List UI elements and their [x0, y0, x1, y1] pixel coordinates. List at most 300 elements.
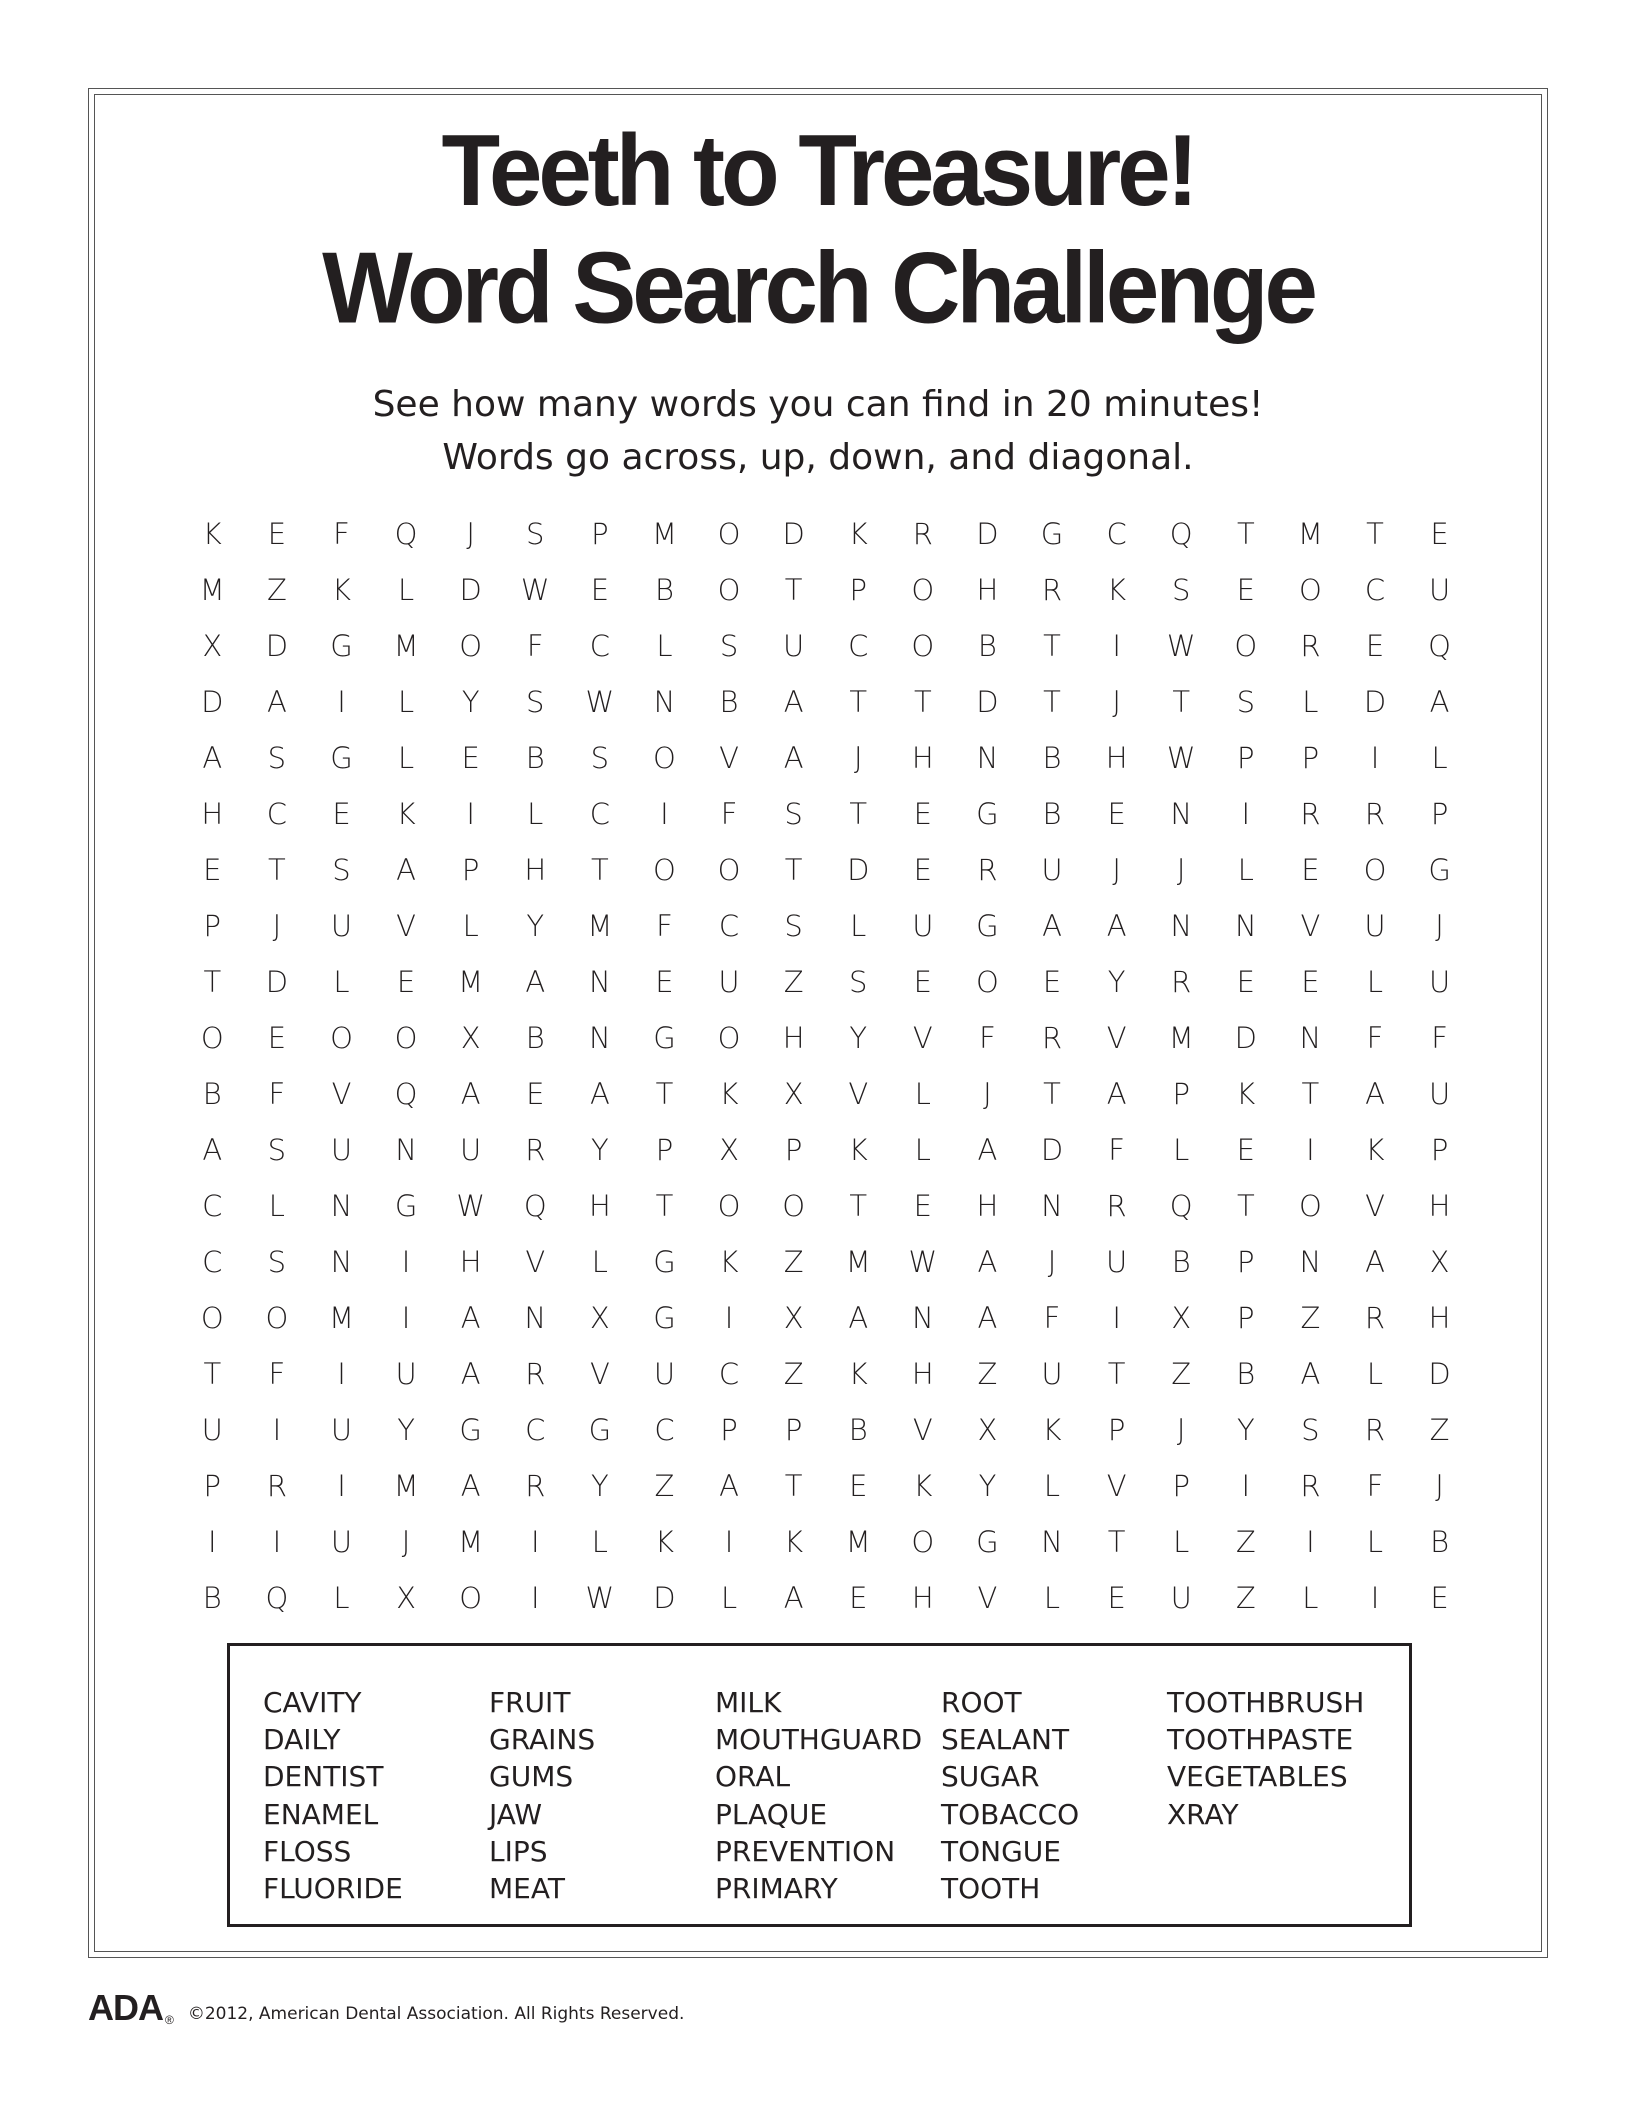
grid-letter: Y: [978, 1469, 997, 1503]
grid-letter: A: [202, 741, 223, 775]
grid-letter: S: [267, 1133, 287, 1167]
grid-letter: F: [979, 1021, 996, 1055]
grid-letter: A: [783, 685, 804, 719]
grid-letter: T: [1366, 517, 1384, 551]
grid-letter: L: [397, 573, 415, 607]
grid-letter: J: [1435, 1469, 1444, 1503]
grid-letter: P: [1237, 1245, 1255, 1279]
grid-letter: O: [717, 517, 741, 551]
word-list-item: GRAINS: [489, 1723, 596, 1757]
grid-letter: C: [654, 1413, 675, 1447]
grid-letter: Z: [1235, 1581, 1256, 1615]
grid-letter: X: [202, 629, 223, 663]
grid-letter: G: [459, 1413, 482, 1447]
grid-letter: I: [272, 1413, 282, 1447]
word-list-item: SUGAR: [941, 1760, 1040, 1794]
grid-letter: A: [460, 1077, 481, 1111]
grid-letter: Z: [1429, 1413, 1450, 1447]
grid-letter: P: [784, 1413, 803, 1447]
grid-letter: D: [847, 853, 870, 887]
word-list-item: FLOSS: [263, 1834, 352, 1868]
grid-letter: H: [201, 797, 224, 831]
grid-letter: G: [330, 741, 353, 775]
grid-letter: K: [848, 517, 868, 551]
grid-letter: F: [1043, 1301, 1061, 1335]
grid-letter: P: [1172, 1077, 1190, 1111]
grid-letter: F: [526, 629, 544, 663]
grid-letter: K: [654, 1525, 674, 1559]
grid-letter: K: [784, 1525, 804, 1559]
grid-letter: W: [520, 573, 550, 607]
grid-letter: H: [1105, 741, 1128, 775]
grid-letter: U: [1041, 1357, 1063, 1391]
grid-letter: A: [1365, 1077, 1385, 1111]
grid-letter: T: [1043, 685, 1061, 719]
grid-letter: L: [914, 1077, 931, 1111]
grid-letter: I: [1241, 797, 1251, 831]
word-list-item: MILK: [715, 1686, 782, 1719]
grid-letter: E: [1365, 629, 1385, 663]
grid-letter: C: [525, 1413, 546, 1447]
grid-letter: I: [337, 685, 346, 719]
grid-letter: E: [1430, 1581, 1449, 1615]
grid-letter: Z: [1171, 1357, 1192, 1391]
grid-letter: Y: [1236, 1413, 1255, 1447]
grid-letter: I: [401, 1301, 411, 1335]
grid-letter: P: [1107, 1413, 1126, 1447]
grid-letter: I: [401, 1245, 411, 1279]
word-list-item: PLAQUE: [715, 1797, 828, 1831]
grid-letter: B: [202, 1077, 222, 1111]
grid-letter: R: [1300, 629, 1321, 663]
grid-letter: S: [526, 685, 545, 719]
grid-letter: V: [589, 1357, 610, 1391]
grid-letter: O: [330, 1021, 353, 1055]
grid-letter: X: [460, 1021, 481, 1055]
grid-letter: E: [1107, 1581, 1126, 1615]
grid-letter: Y: [591, 1469, 609, 1503]
grid-letter: R: [912, 517, 933, 551]
grid-letter: O: [394, 1021, 418, 1055]
grid-letter: W: [585, 1581, 615, 1615]
grid-letter: A: [1300, 1357, 1321, 1391]
grid-letter: P: [784, 1133, 803, 1167]
grid-letter: Z: [783, 1245, 804, 1279]
grid-letter: N: [653, 685, 676, 719]
grid-letter: Q: [394, 1077, 418, 1111]
word-list-item: TONGUE: [941, 1834, 1061, 1868]
grid-letter: G: [588, 1413, 612, 1447]
grid-letter: B: [1042, 797, 1062, 831]
grid-letter: F: [1366, 1021, 1384, 1055]
grid-letter: B: [525, 1021, 545, 1055]
copyright-notice: ©2012, American Dental Association. All Rights Reserved.: [187, 2004, 685, 2024]
instructions: [94, 378, 1542, 484]
grid-letter: J: [1176, 1413, 1186, 1447]
grid-letter: Z: [1235, 1525, 1256, 1559]
registered-mark: ®: [165, 2013, 174, 2027]
word-list-item: ORAL: [715, 1760, 791, 1794]
grid-letter: R: [1300, 1469, 1321, 1503]
grid-letter: L: [1431, 741, 1448, 775]
grid-letter: P: [720, 1413, 738, 1447]
grid-letter: S: [332, 853, 351, 887]
grid-letter: F: [1366, 1469, 1384, 1503]
grid-letter: A: [848, 1301, 869, 1335]
grid-letter: A: [783, 741, 804, 775]
grid-letter: N: [589, 965, 611, 999]
grid-letter: U: [912, 909, 934, 943]
grid-letter: I: [530, 1581, 540, 1615]
grid-letter: V: [1365, 1189, 1385, 1223]
grid-letter: J: [1112, 853, 1121, 887]
grid-letter: Q: [1428, 629, 1451, 663]
grid-letter: P: [1172, 1469, 1190, 1503]
grid-letter: K: [719, 1245, 739, 1279]
grid-letter: E: [1042, 965, 1062, 999]
grid-letter: W: [585, 685, 615, 719]
grid-letter: X: [589, 1301, 610, 1335]
grid-letter: E: [913, 797, 932, 831]
grid-letter: T: [1107, 1357, 1126, 1391]
word-list-box: [227, 1643, 1412, 1927]
grid-letter: N: [1170, 909, 1193, 943]
grid-letter: M: [1168, 1021, 1194, 1055]
word-list-item: LIPS: [489, 1834, 548, 1868]
grid-letter: M: [651, 517, 677, 551]
grid-letter: C: [1106, 517, 1127, 551]
grid-letter: C: [848, 629, 869, 663]
word-list-item: VEGETABLES: [1167, 1760, 1348, 1794]
grid-letter: R: [1364, 797, 1386, 831]
grid-letter: L: [914, 1133, 931, 1167]
grid-letter: P: [1430, 1133, 1449, 1167]
grid-letter: N: [911, 1301, 934, 1335]
grid-letter: Z: [783, 1357, 804, 1391]
grid-letter: O: [459, 1581, 483, 1615]
grid-letter: Z: [977, 1357, 998, 1391]
grid-letter: R: [525, 1469, 546, 1503]
grid-letter: X: [783, 1077, 804, 1111]
grid-letter: I: [1112, 1301, 1121, 1335]
grid-letter: K: [202, 517, 222, 551]
grid-letter: A: [1106, 1077, 1127, 1111]
grid-letter: E: [267, 517, 287, 551]
grid-letter: U: [1170, 1581, 1192, 1615]
grid-letter: N: [1299, 1245, 1322, 1279]
instructions-line-1: See how many words you can find in 20 minutes!: [372, 384, 1264, 425]
grid-letter: D: [1040, 1133, 1064, 1167]
grid-letter: L: [591, 1525, 608, 1559]
grid-letter: N: [524, 1301, 547, 1335]
grid-letter: D: [976, 517, 999, 551]
grid-letter: X: [1429, 1245, 1450, 1279]
grid-letter: V: [396, 909, 416, 943]
grid-letter: M: [393, 1469, 419, 1503]
grid-letter: D: [976, 685, 999, 719]
grid-letter: D: [459, 573, 482, 607]
grid-letter: D: [1363, 685, 1387, 719]
grid-letter: O: [717, 1189, 741, 1223]
grid-letter: L: [1173, 1133, 1190, 1167]
word-search-grid: [180, 506, 1472, 1626]
grid-letter: G: [976, 797, 999, 831]
grid-letter: K: [719, 1077, 739, 1111]
grid-letter: A: [202, 1133, 223, 1167]
grid-letter: E: [203, 853, 222, 887]
grid-letter: M: [199, 573, 225, 607]
grid-letter: H: [588, 1189, 611, 1223]
grid-letter: S: [784, 797, 803, 831]
grid-letter: U: [1428, 573, 1451, 607]
grid-letter: H: [911, 741, 934, 775]
grid-letter: E: [526, 1077, 545, 1111]
grid-letter: H: [911, 1357, 934, 1391]
grid-letter: I: [724, 1525, 734, 1559]
footer: [88, 1987, 685, 2028]
grid-letter: T: [655, 1189, 674, 1223]
word-list-item: JAW: [489, 1797, 543, 1831]
grid-letter: T: [1236, 517, 1255, 551]
grid-letter: S: [719, 629, 739, 663]
grid-letter: T: [849, 797, 868, 831]
grid-letter: D: [653, 1581, 676, 1615]
grid-letter: F: [1431, 1021, 1448, 1055]
grid-letter: P: [849, 573, 867, 607]
grid-letter: L: [720, 1581, 738, 1615]
grid-letter: N: [1170, 797, 1193, 831]
grid-letter: K: [913, 1469, 933, 1503]
grid-letter: A: [1365, 1245, 1385, 1279]
grid-letter: E: [332, 797, 351, 831]
grid-letter: E: [1301, 965, 1320, 999]
grid-letter: L: [1237, 853, 1254, 887]
grid-letter: H: [1428, 1189, 1451, 1223]
grid-letter: R: [525, 1357, 546, 1391]
grid-letter: O: [200, 1301, 224, 1335]
grid-letter: J: [272, 909, 282, 943]
grid-letter: E: [1301, 853, 1320, 887]
grid-letter: S: [1236, 685, 1255, 719]
grid-letter: G: [653, 1021, 676, 1055]
grid-letter: D: [1428, 1357, 1451, 1391]
word-list-column-5: [1167, 1684, 1364, 1833]
grid-letter: K: [1236, 1077, 1256, 1111]
word-list-item: ROOT: [941, 1686, 1022, 1719]
grid-letter: C: [589, 629, 610, 663]
grid-letter: R: [977, 853, 998, 887]
grid-letter: H: [976, 1189, 999, 1223]
grid-letter: O: [653, 741, 676, 775]
grid-letter: E: [1107, 797, 1126, 831]
grid-letter: I: [1112, 629, 1121, 663]
grid-letter: L: [268, 1189, 285, 1223]
grid-letter: G: [976, 909, 999, 943]
grid-letter: M: [587, 909, 613, 943]
grid-letter: K: [396, 797, 416, 831]
grid-letter: D: [265, 629, 289, 663]
grid-letter: E: [1236, 573, 1255, 607]
grid-letter: L: [1366, 1357, 1384, 1391]
word-list-column-3: [715, 1684, 922, 1907]
grid-letter: A: [1042, 909, 1062, 943]
word-list-item: MEAT: [489, 1872, 565, 1906]
grid-letter: U: [1041, 853, 1063, 887]
grid-letter: T: [784, 573, 803, 607]
grid-letter: C: [202, 1189, 223, 1223]
word-list-item: CAVITY: [263, 1686, 362, 1719]
word-list-item: MOUTHGUARD: [715, 1723, 923, 1757]
grid-letter: S: [784, 909, 803, 943]
grid-letter: H: [782, 1021, 805, 1055]
grid-letter: V: [719, 741, 739, 775]
grid-letter: A: [266, 685, 287, 719]
grid-letter: H: [911, 1581, 934, 1615]
grid-letter: L: [527, 797, 544, 831]
grid-letter: L: [333, 1581, 350, 1615]
grid-letter: R: [525, 1133, 546, 1167]
grid-letter: G: [976, 1525, 999, 1559]
grid-letter: O: [1363, 853, 1387, 887]
grid-letter: A: [460, 1301, 481, 1335]
grid-letter: S: [1301, 1413, 1320, 1447]
grid-letter: U: [718, 965, 740, 999]
grid-letter: L: [1302, 685, 1319, 719]
grid-letter: M: [1297, 517, 1323, 551]
word-list-column-4: [941, 1684, 1079, 1907]
grid-letter: O: [459, 629, 483, 663]
grid-letter: A: [1106, 909, 1127, 943]
word-list-item: SEALANT: [941, 1723, 1070, 1757]
word-list-item: DENTIST: [263, 1760, 384, 1794]
grid-letter: N: [1234, 909, 1257, 943]
grid-letter: D: [782, 517, 805, 551]
grid-letter: T: [655, 1077, 674, 1111]
grid-letter: P: [1430, 797, 1449, 831]
grid-letter: E: [913, 853, 932, 887]
grid-letter: R: [266, 1469, 287, 1503]
grid-letter: B: [1042, 741, 1062, 775]
grid-letter: T: [1236, 1189, 1255, 1223]
grid-letter: E: [396, 965, 416, 999]
grid-letter: L: [462, 909, 479, 943]
grid-letter: L: [656, 629, 673, 663]
grid-letter: E: [1236, 965, 1255, 999]
grid-letter: D: [201, 685, 224, 719]
grid-letter: L: [1043, 1581, 1061, 1615]
grid-letter: I: [1370, 1581, 1380, 1615]
grid-letter: Z: [783, 965, 804, 999]
grid-letter: U: [1428, 965, 1451, 999]
grid-letter: E: [1430, 517, 1449, 551]
grid-letter: P: [591, 517, 609, 551]
grid-letter: Q: [265, 1581, 289, 1615]
grid-letter: N: [589, 1021, 611, 1055]
grid-letter: I: [272, 1525, 282, 1559]
grid-letter: U: [1105, 1245, 1128, 1279]
grid-letter: J: [1112, 685, 1121, 719]
grid-letter: A: [977, 1245, 998, 1279]
grid-letter: T: [591, 853, 609, 887]
grid-letter: Y: [849, 1021, 868, 1055]
grid-letter: J: [853, 741, 863, 775]
grid-letter: T: [203, 1357, 222, 1391]
grid-letter: N: [395, 1133, 417, 1167]
word-list-column-2: [489, 1684, 595, 1907]
grid-letter: Y: [461, 685, 480, 719]
word-list-item: ENAMEL: [263, 1797, 379, 1831]
grid-letter: O: [911, 1525, 935, 1559]
grid-letter: I: [208, 1525, 217, 1559]
grid-letter: U: [201, 1413, 223, 1447]
grid-letter: B: [654, 573, 674, 607]
grid-letter: T: [1043, 629, 1061, 663]
grid-letter: U: [330, 1525, 353, 1559]
grid-letter: O: [717, 1021, 741, 1055]
grid-letter: W: [1166, 741, 1196, 775]
grid-letter: J: [466, 517, 475, 551]
grid-letter: U: [330, 1413, 353, 1447]
grid-letter: V: [331, 1077, 352, 1111]
grid-letter: A: [1429, 685, 1450, 719]
grid-letter: I: [660, 797, 669, 831]
grid-letter: Y: [1107, 965, 1126, 999]
grid-letter: Y: [397, 1413, 415, 1447]
grid-letter: U: [330, 1133, 353, 1167]
grid-letter: F: [268, 1077, 286, 1111]
grid-letter: E: [849, 1469, 868, 1503]
grid-letter: F: [333, 517, 350, 551]
grid-letter: R: [1041, 573, 1063, 607]
grid-letter: U: [653, 1357, 676, 1391]
grid-letter: P: [1237, 1301, 1255, 1335]
grid-letter: X: [977, 1413, 998, 1447]
grid-letter: E: [461, 741, 480, 775]
grid-letter: O: [200, 1021, 224, 1055]
word-list-item: PRIMARY: [715, 1872, 838, 1906]
grid-letter: M: [458, 965, 484, 999]
grid-letter: A: [589, 1077, 610, 1111]
grid-letter: C: [1364, 573, 1386, 607]
grid-letter: M: [393, 629, 419, 663]
grid-letter: B: [1430, 1525, 1450, 1559]
grid-letter: A: [460, 1469, 481, 1503]
grid-letter: U: [783, 629, 805, 663]
grid-letter: G: [1040, 517, 1064, 551]
grid-letter: R: [1300, 797, 1321, 831]
grid-letter: A: [460, 1357, 481, 1391]
grid-letter: I: [530, 1525, 540, 1559]
grid-letter: M: [845, 1525, 871, 1559]
grid-letter: C: [589, 797, 610, 831]
grid-letter: O: [1298, 573, 1322, 607]
grid-letter: Z: [654, 1469, 675, 1503]
word-list-item: TOBACCO: [941, 1797, 1080, 1831]
grid-letter: I: [1306, 1133, 1315, 1167]
grid-letter: U: [395, 1357, 417, 1391]
grid-letter: T: [784, 853, 803, 887]
grid-letter: O: [1298, 1189, 1322, 1223]
ada-logo: ADA: [88, 1987, 163, 2028]
word-list-item: TOOTHPASTE: [1167, 1723, 1354, 1757]
page-title: [94, 112, 1542, 347]
grid-letter: V: [525, 1245, 546, 1279]
grid-letter: V: [1106, 1469, 1127, 1503]
grid-letter: U: [1364, 909, 1386, 943]
grid-letter: I: [1370, 741, 1380, 775]
grid-letter: K: [1107, 573, 1127, 607]
grid-letter: U: [460, 1133, 482, 1167]
